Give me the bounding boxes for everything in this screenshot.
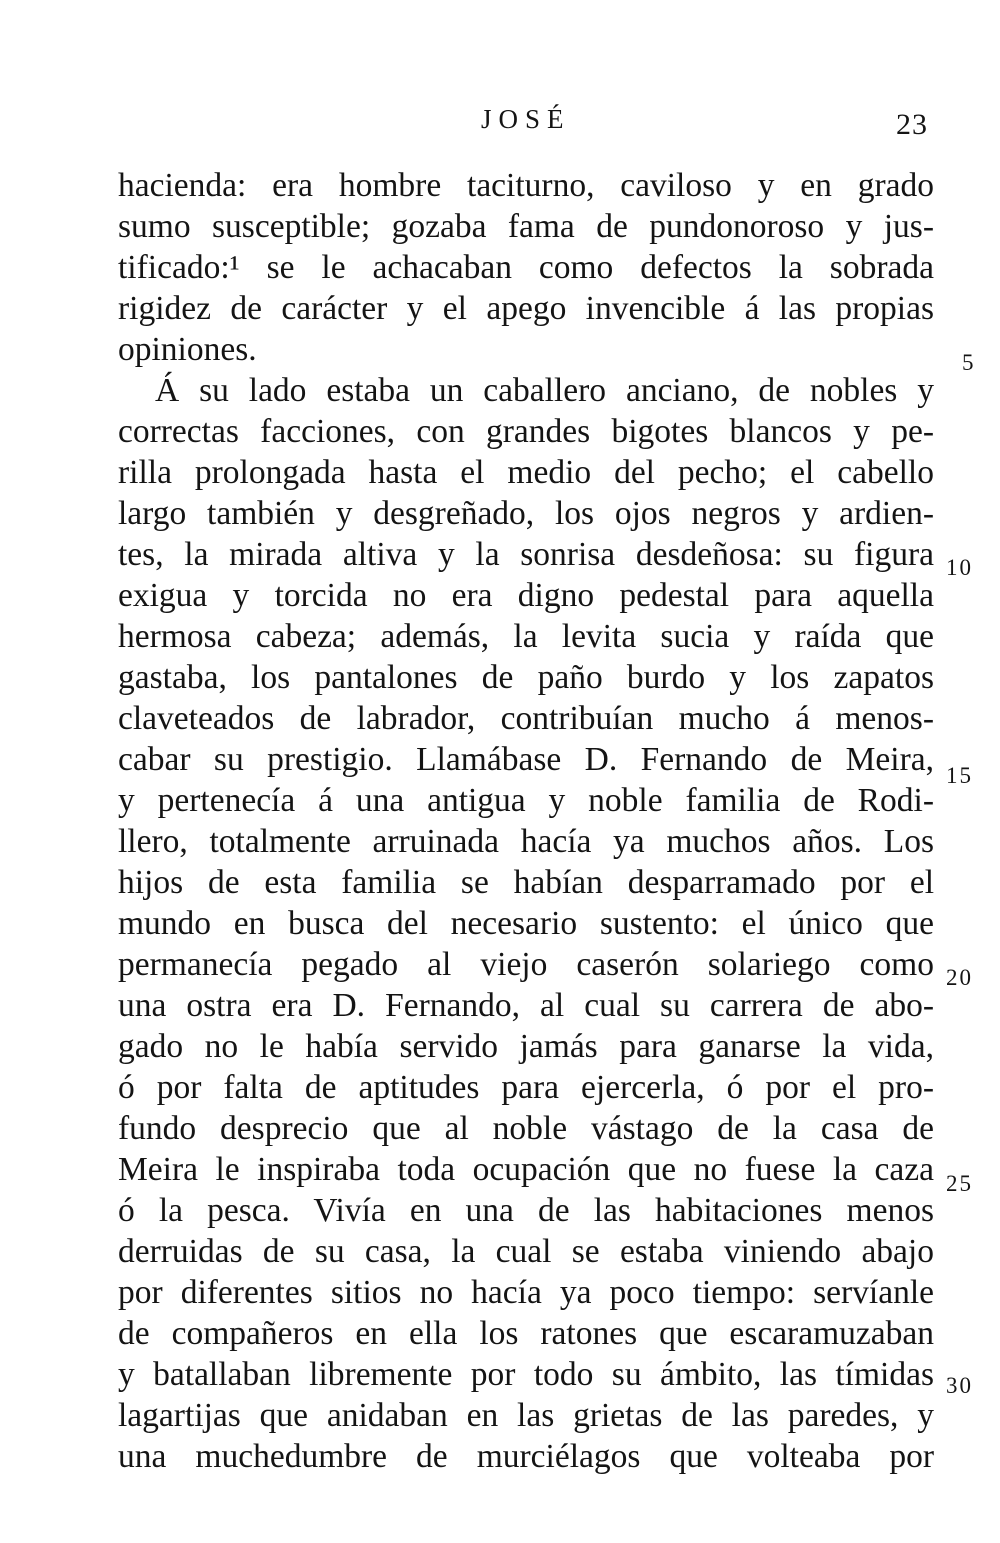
text-line: hijos de esta familia se habían desparramado por el — [118, 864, 934, 901]
text-line: lagartijas que anidaban en las grietas de las paredes, y — [118, 1397, 934, 1434]
text-line: exigua y torcida no era digno pedestal para aquella — [118, 577, 934, 614]
text-line: tificado:¹ se le achacaban como defectos la sobrada — [118, 249, 934, 286]
text-line: correctas facciones, con grandes bigotes blancos y pe- — [118, 413, 934, 450]
text-line: y pertenecía á una antigua y noble familia de Rodi- — [118, 782, 934, 819]
text-line: cabar su prestigio. Llamábase D. Fernando de Meira, — [118, 741, 934, 778]
text-line: y batallaban libremente por todo su ámbito, las tímidas — [118, 1356, 934, 1393]
text-line: una ostra era D. Fernando, al cual su carrera de abo- — [118, 987, 934, 1024]
text-line: derruidas de su casa, la cual se estaba viniendo abajo — [118, 1233, 934, 1270]
text-line: de compañeros en ella los ratones que escaramuzaban — [118, 1315, 934, 1352]
text-line: ó por falta de aptitudes para ejercerla, ó por el pro- — [118, 1069, 934, 1106]
line-number: 5 — [962, 350, 976, 375]
running-title: JOSÉ — [481, 104, 571, 134]
line-number: 30 — [946, 1373, 973, 1398]
text-line: por diferentes sitios no hacía ya poco tiempo: servíanle — [118, 1274, 934, 1311]
text-line: gado no le había servido jamás para ganarse la vida, — [118, 1028, 934, 1065]
text-line: claveteados de labrador, contribuían mucho á menos- — [118, 700, 934, 737]
text-line: hacienda: era hombre taciturno, caviloso y en grado — [118, 167, 934, 204]
text-line: rilla prolongada hasta el medio del pecho; el cabello — [118, 454, 934, 491]
line-number: 25 — [946, 1171, 973, 1196]
text-line: hermosa cabeza; además, la levita sucia y raída que — [118, 618, 934, 655]
text-line: largo también y desgreñado, los ojos negros y ardien- — [118, 495, 934, 532]
text-line: ó la pesca. Vivía en una de las habitaciones menos — [118, 1192, 934, 1229]
text-line: Á su lado estaba un caballero anciano, de nobles y — [155, 372, 934, 409]
text-line: llero, totalmente arruinada hacía ya muchos años. Los — [118, 823, 934, 860]
text-line: Meira le inspiraba toda ocupación que no fuese la caza — [118, 1151, 934, 1188]
text-line: permanecía pegado al viejo caserón solariego como — [118, 946, 934, 983]
text-line: opiniones. — [118, 331, 257, 368]
text-line: rigidez de carácter y el apego invencible á las propias — [118, 290, 934, 327]
text-line: una muchedumbre de murciélagos que volteaba por — [118, 1438, 934, 1475]
page-number: 23 — [896, 108, 928, 141]
text-line: sumo susceptible; gozaba fama de pundonoroso y jus- — [118, 208, 934, 245]
text-line: tes, la mirada altiva y la sonrisa desdeñosa: su figura — [118, 536, 934, 573]
text-line: gastaba, los pantalones de paño burdo y los zapatos — [118, 659, 934, 696]
line-number: 20 — [946, 965, 973, 990]
line-number: 10 — [946, 555, 973, 580]
body-text — [118, 165, 934, 1477]
text-line: fundo desprecio que al noble vástago de la casa de — [118, 1110, 934, 1147]
line-number: 15 — [946, 763, 973, 788]
text-line: mundo en busca del necesario sustento: el único que — [118, 905, 934, 942]
